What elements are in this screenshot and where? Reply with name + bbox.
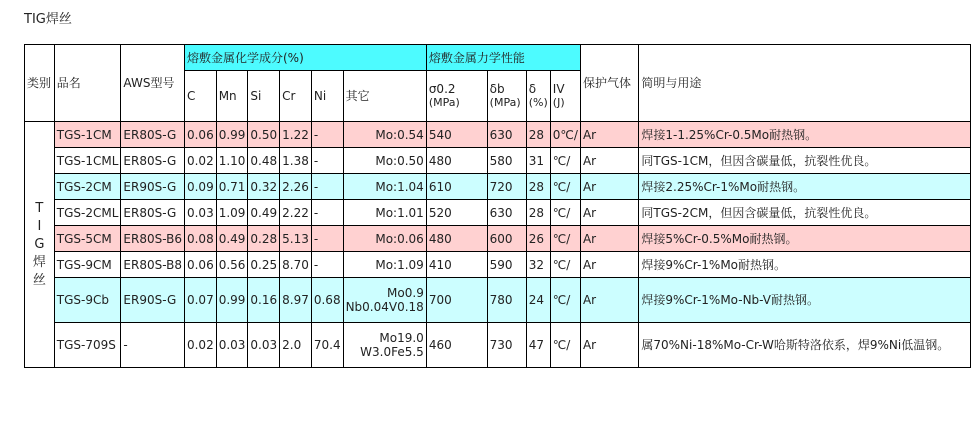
mn-value: 0.99 xyxy=(216,122,248,148)
iv-symbol: IV xyxy=(552,82,565,96)
other-line-1: Mo:1.09 xyxy=(375,257,424,272)
usage-text: 焊接5%Cr-0.5%Mo耐热钢。 xyxy=(639,226,971,252)
shield-gas-value: Ar xyxy=(580,226,638,252)
other-line-1: Mo:0.54 xyxy=(375,127,424,142)
cr-value: 1.22 xyxy=(280,122,312,148)
ts-symbol: δb xyxy=(489,82,505,96)
header-chem-group: 熔敷金属化学成分(%) xyxy=(184,45,426,71)
table-row xyxy=(25,323,971,368)
table-row xyxy=(25,252,971,278)
tensile-strength-value: 630 xyxy=(487,122,526,148)
shield-gas-value: Ar xyxy=(580,122,638,148)
aws-model: ER90S-G xyxy=(121,278,185,323)
c-value: 0.06 xyxy=(184,252,216,278)
tensile-strength-value: 720 xyxy=(487,174,526,200)
usage-text: 属70%Ni-18%Mo-Cr-W哈斯特洛依系，焊9%Ni低温钢。 xyxy=(639,323,971,368)
header-row-1 xyxy=(25,45,971,71)
si-value: 0.50 xyxy=(248,122,280,148)
other-line-1: Mo:1.01 xyxy=(375,205,424,220)
yield-strength-value: 540 xyxy=(426,122,487,148)
header-yield-strength xyxy=(426,71,487,122)
shield-gas-value: Ar xyxy=(580,323,638,368)
header-cr: Cr xyxy=(280,71,312,122)
other-line-1: Mo19.0 xyxy=(379,331,424,345)
cr-value: 8.97 xyxy=(280,278,312,323)
usage-text: 焊接9%Cr-1%Mo耐热钢。 xyxy=(639,252,971,278)
category-char: G xyxy=(34,236,45,252)
si-value: 0.32 xyxy=(248,174,280,200)
aws-model: ER80S-B6 xyxy=(121,226,185,252)
category-char: 焊 xyxy=(32,254,46,270)
cr-value: 2.26 xyxy=(280,174,312,200)
header-tensile-strength xyxy=(487,71,526,122)
other-value xyxy=(343,174,426,200)
tensile-strength-value: 590 xyxy=(487,252,526,278)
header-mn: Mn xyxy=(216,71,248,122)
header-mech-group: 熔敷金属力学性能 xyxy=(426,45,580,71)
ni-value: - xyxy=(311,200,343,226)
tig-wire-table xyxy=(24,44,971,368)
c-value: 0.03 xyxy=(184,200,216,226)
si-value: 0.48 xyxy=(248,148,280,174)
elongation-value: 32 xyxy=(526,252,550,278)
other-value xyxy=(343,148,426,174)
impact-value: ℃/ xyxy=(550,252,580,278)
header-usage: 简明与用途 xyxy=(639,45,971,122)
other-line-1: Mo:1.04 xyxy=(375,179,424,194)
aws-model: ER80S-G xyxy=(121,148,185,174)
category-cell xyxy=(25,122,55,368)
category-char: T xyxy=(35,200,44,216)
table-row xyxy=(25,148,971,174)
other-value xyxy=(343,226,426,252)
usage-text: 同TGS-2CM，但因含碳量低，抗裂性优良。 xyxy=(639,200,971,226)
table-row xyxy=(25,200,971,226)
other-value xyxy=(343,200,426,226)
si-value: 0.25 xyxy=(248,252,280,278)
product-name: TGS-709S xyxy=(54,323,121,368)
elongation-value: 28 xyxy=(526,200,550,226)
mn-value: 0.03 xyxy=(216,323,248,368)
tensile-strength-value: 600 xyxy=(487,226,526,252)
other-value xyxy=(343,252,426,278)
product-name: TGS-9Cb xyxy=(54,278,121,323)
el-unit: (%) xyxy=(528,96,548,109)
impact-value: ℃/ xyxy=(550,174,580,200)
cr-value: 1.38 xyxy=(280,148,312,174)
ni-value: - xyxy=(311,148,343,174)
product-name: TGS-2CML xyxy=(54,200,121,226)
elongation-value: 26 xyxy=(526,226,550,252)
category-char: I xyxy=(37,218,42,234)
other-line-1: Mo:0.50 xyxy=(375,153,424,168)
table-row xyxy=(25,122,971,148)
table-row xyxy=(25,174,971,200)
cr-value: 8.70 xyxy=(280,252,312,278)
other-value xyxy=(343,323,426,368)
elongation-value: 24 xyxy=(526,278,550,323)
impact-value: ℃/ xyxy=(550,226,580,252)
tensile-strength-value: 630 xyxy=(487,200,526,226)
elongation-value: 28 xyxy=(526,122,550,148)
usage-text: 焊接2.25%Cr-1%Mo耐热钢。 xyxy=(639,174,971,200)
c-value: 0.09 xyxy=(184,174,216,200)
other-line-2: W3.0Fe5.5 xyxy=(360,345,424,359)
yield-strength-value: 480 xyxy=(426,148,487,174)
ys-unit: (MPa) xyxy=(428,96,460,109)
mn-value: 1.09 xyxy=(216,200,248,226)
header-si: Si xyxy=(248,71,280,122)
aws-model: ER80S-B8 xyxy=(121,252,185,278)
impact-value: 0℃/ xyxy=(550,122,580,148)
impact-value: ℃/ xyxy=(550,323,580,368)
ni-value: - xyxy=(311,174,343,200)
shield-gas-value: Ar xyxy=(580,252,638,278)
cr-value: 2.0 xyxy=(280,323,312,368)
product-name: TGS-1CM xyxy=(54,122,121,148)
aws-model: ER80S-G xyxy=(121,200,185,226)
header-elongation xyxy=(526,71,550,122)
usage-text: 焊接9%Cr-1%Mo-Nb-V耐热钢。 xyxy=(639,278,971,323)
category-char: 丝 xyxy=(32,272,46,288)
mn-value: 1.10 xyxy=(216,148,248,174)
header-aws: AWS型号 xyxy=(121,45,185,122)
yield-strength-value: 460 xyxy=(426,323,487,368)
header-name: 品名 xyxy=(54,45,121,122)
shield-gas-value: Ar xyxy=(580,200,638,226)
si-value: 0.28 xyxy=(248,226,280,252)
product-name: TGS-5CM xyxy=(54,226,121,252)
yield-strength-value: 700 xyxy=(426,278,487,323)
cr-value: 2.22 xyxy=(280,200,312,226)
aws-model: - xyxy=(121,323,185,368)
page-title: TIG焊丝 xyxy=(24,12,72,27)
usage-text: 同TGS-1CM，但因含碳量低，抗裂性优良。 xyxy=(639,148,971,174)
c-value: 0.06 xyxy=(184,122,216,148)
other-line-1: Mo:0.06 xyxy=(375,231,424,246)
el-symbol: δ xyxy=(528,82,537,96)
table-row xyxy=(25,278,971,323)
other-line-2: Nb0.04V0.18 xyxy=(345,300,424,314)
product-name: TGS-2CM xyxy=(54,174,121,200)
cr-value: 5.13 xyxy=(280,226,312,252)
si-value: 0.03 xyxy=(248,323,280,368)
table-row xyxy=(25,226,971,252)
tensile-strength-value: 730 xyxy=(487,323,526,368)
header-category: 类别 xyxy=(25,45,55,122)
product-name: TGS-1CML xyxy=(54,148,121,174)
shield-gas-value: Ar xyxy=(580,148,638,174)
aws-model: ER90S-G xyxy=(121,174,185,200)
impact-value: ℃/ xyxy=(550,278,580,323)
yield-strength-value: 480 xyxy=(426,226,487,252)
ni-value: 70.4 xyxy=(311,323,343,368)
c-value: 0.02 xyxy=(184,323,216,368)
product-name: TGS-9CM xyxy=(54,252,121,278)
mn-value: 0.56 xyxy=(216,252,248,278)
other-value xyxy=(343,122,426,148)
si-value: 0.49 xyxy=(248,200,280,226)
ts-unit: (MPa) xyxy=(489,96,521,109)
c-value: 0.07 xyxy=(184,278,216,323)
ni-value: 0.68 xyxy=(311,278,343,323)
tensile-strength-value: 780 xyxy=(487,278,526,323)
elongation-value: 31 xyxy=(526,148,550,174)
si-value: 0.16 xyxy=(248,278,280,323)
impact-value: ℃/ xyxy=(550,200,580,226)
mn-value: 0.49 xyxy=(216,226,248,252)
ni-value: - xyxy=(311,252,343,278)
mn-value: 0.71 xyxy=(216,174,248,200)
ni-value: - xyxy=(311,226,343,252)
header-shield-gas: 保护气体 xyxy=(580,45,638,122)
ys-symbol: σ0.2 xyxy=(428,82,456,96)
other-line-1: Mo0.9 xyxy=(387,286,424,300)
elongation-value: 28 xyxy=(526,174,550,200)
aws-model: ER80S-G xyxy=(121,122,185,148)
c-value: 0.02 xyxy=(184,148,216,174)
tensile-strength-value: 580 xyxy=(487,148,526,174)
mn-value: 0.99 xyxy=(216,278,248,323)
header-impact xyxy=(550,71,580,122)
usage-text: 焊接1-1.25%Cr-0.5Mo耐热钢。 xyxy=(639,122,971,148)
header-ni: Ni xyxy=(311,71,343,122)
shield-gas-value: Ar xyxy=(580,278,638,323)
header-c: C xyxy=(184,71,216,122)
other-value xyxy=(343,278,426,323)
elongation-value: 47 xyxy=(526,323,550,368)
impact-value: ℃/ xyxy=(550,148,580,174)
ni-value: - xyxy=(311,122,343,148)
header-other: 其它 xyxy=(343,71,426,122)
yield-strength-value: 410 xyxy=(426,252,487,278)
yield-strength-value: 520 xyxy=(426,200,487,226)
iv-unit: (J) xyxy=(552,96,565,109)
c-value: 0.08 xyxy=(184,226,216,252)
yield-strength-value: 610 xyxy=(426,174,487,200)
shield-gas-value: Ar xyxy=(580,174,638,200)
